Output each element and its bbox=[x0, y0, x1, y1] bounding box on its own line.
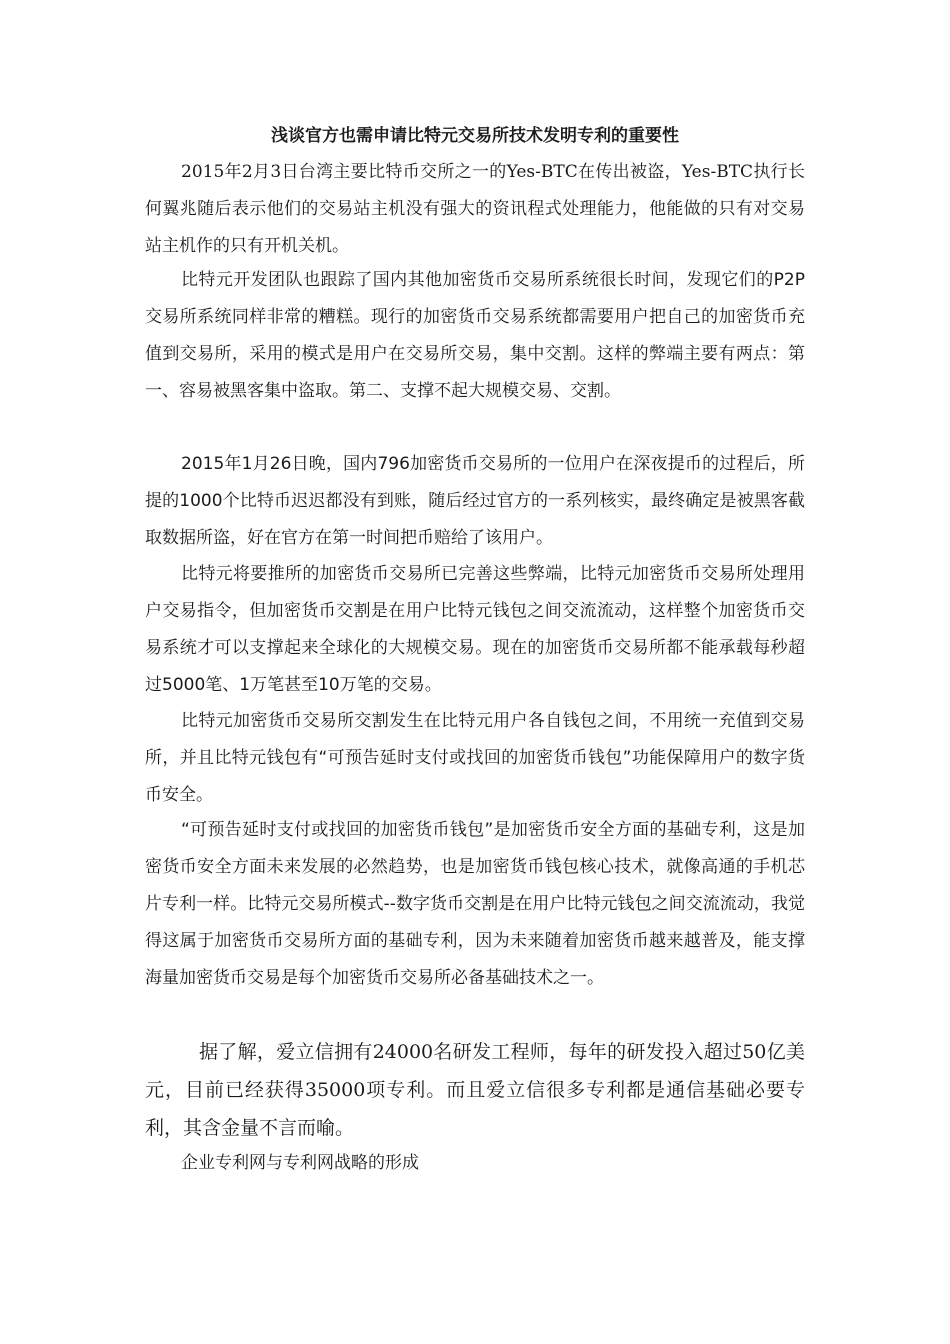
paragraph-ericsson-patents: 据了解，爱立信拥有24000名研发工程师，每年的研发投入超过50亿美元，目前已经获得35000项专利。而且爱立信很多专利都是通信基础必要专利，其含金量不言而喻。 bbox=[145, 1041, 805, 1139]
paragraph-p2p-exchange-issues: 比特元开发团队也跟踪了国内其他加密货币交易所系统很长时间，发现它们的P2P交易所系统同样非常的糟糕。现行的加密货币交易系统都需要用户把自己的加密货币充值到交易所，采用的模式是用户在交易所交易，集中交割。这样的弊端主要有两点：第一、容易被黑客集中盗取。第二、支撑不起大规模交易、交割。 bbox=[145, 270, 805, 401]
paragraph-patent-strategy: 企业专利网与专利网战略的形成 bbox=[181, 1153, 419, 1173]
paragraph-basic-patent: “可预告延时支付或找回的加密货币钱包”是加密货币安全方面的基础专利，这是加密货币安全方面未来发展的必然趋势，也是加密货币钱包核心技术，就像高通的手机芯片专利一样。比特元交易所模式--数字货币交割是在用户比特元钱包之间交流流动，我觉得这属于加密货币交易所方面的基础专利，因为未来随着加密货币越来越普及，能支撑海量加密货币交易是每个加密货币交易所必备基础技术之一。 bbox=[145, 820, 805, 988]
paragraph-bitcoin-element-exchange: 比特元将要推所的加密货币交易所已完善这些弊端，比特元加密货币交易所处理用户交易指令，但加密货币交割是在用户比特元钱包之间交流流动，这样整个加密货币交易系统才可以支撑起来全球化的大规模交易。现在的加密货币交易所都不能承载每秒超过5000笔、1万笔甚至10万笔的交易。 bbox=[145, 564, 805, 695]
paragraph-796-exchange-incident: 2015年1月26日晚，国内796加密货币交易所的一位用户在深夜提币的过程后，所提的1000个比特币迟迟都没有到账，随后经过官方的一系列核实，最终确定是被黑客截取数据所盗，好在官方在第一时间把币赔给了该用户。 bbox=[145, 454, 805, 548]
paragraph-wallet-settlement: 比特元加密货币交易所交割发生在比特元用户各自钱包之间，不用统一充值到交易所，并且比特元钱包有“可预告延时支付或找回的加密货币钱包”功能保障用户的数字货币安全。 bbox=[145, 711, 805, 805]
document-title: 浅谈官方也需申请比特元交易所技术发明专利的重要性 bbox=[271, 126, 679, 146]
paragraph-yes-btc-theft: 2015年2月3日台湾主要比特币交所之一的Yes-BTC在传出被盗，Yes-BTC执行长何翼兆随后表示他们的交易站主机没有强大的资讯程式处理能力，他能做的只有对交易站主机作的只有开机关机。 bbox=[145, 162, 805, 256]
